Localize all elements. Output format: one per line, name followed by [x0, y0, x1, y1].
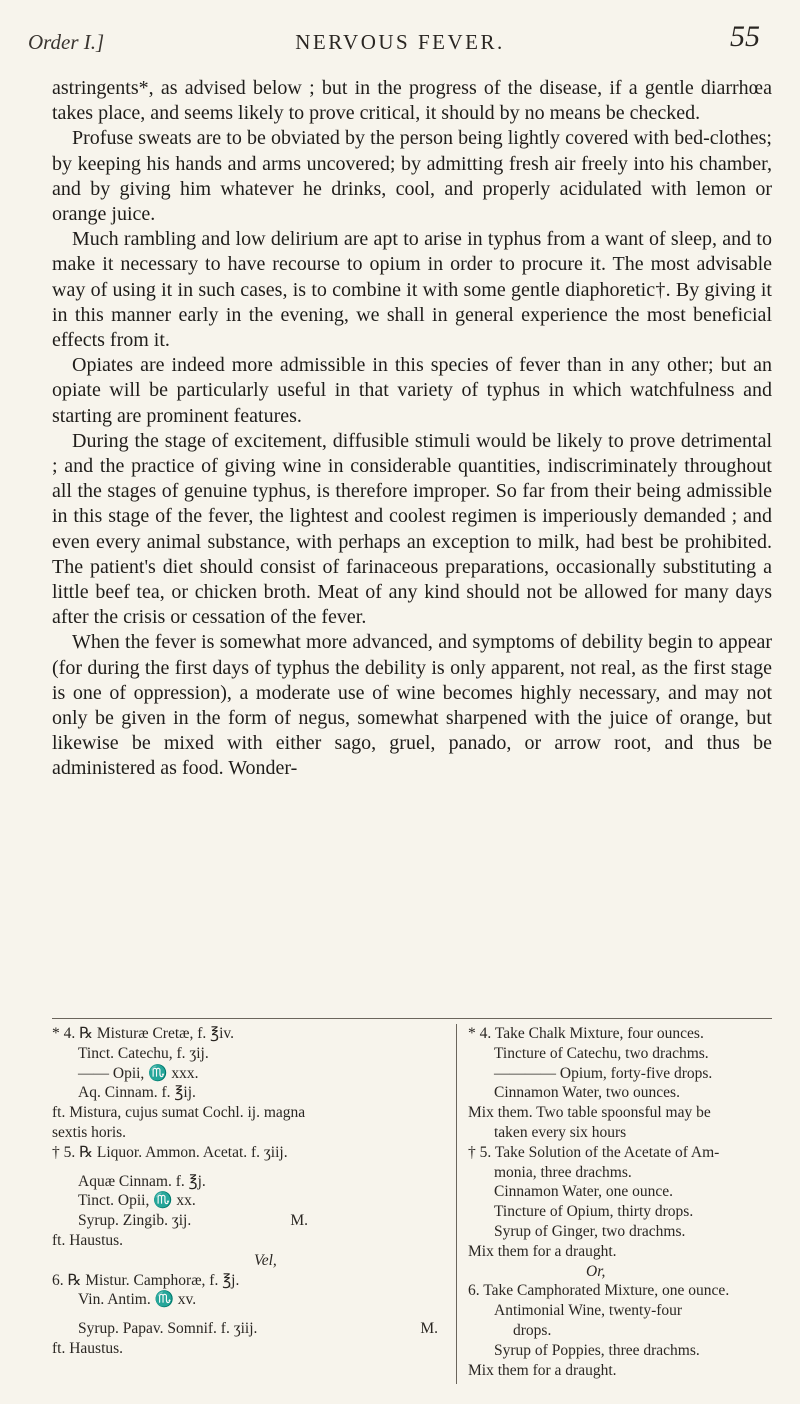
footnote-line: drops.	[513, 1321, 552, 1339]
footnote-line: † 5. ℞ Liquor. Ammon. Acetat. f. ʒiij.	[52, 1143, 288, 1161]
footnote-line: Syrup of Ginger, two drachms.	[494, 1222, 686, 1240]
footnotes-english	[468, 1024, 772, 1380]
footnote-text: Syrup. Papav. Somnif. f. ʒiij.	[78, 1320, 258, 1338]
footnote-line: Tinct. Catechu, f. ʒij.	[78, 1044, 209, 1062]
running-header	[28, 20, 772, 60]
footnote-line	[52, 1319, 438, 1339]
header-order: Order I.]	[28, 30, 105, 54]
footnote-column-divider	[456, 1024, 457, 1384]
footnote-line: Cinnamon Water, two ounces.	[494, 1084, 680, 1102]
main-text	[52, 76, 772, 782]
footnote-rule	[52, 1018, 772, 1019]
footnote-line: Tincture of Opium, thirty drops.	[494, 1203, 694, 1221]
footnote-line: Aq. Cinnam. f. ℥ij.	[78, 1084, 196, 1102]
spacer	[52, 1163, 447, 1172]
footnote-line: ft. Haustus.	[52, 1231, 124, 1249]
footnote-line: * 4. ℞ Misturæ Cretæ, f. ℥iv.	[52, 1025, 235, 1042]
footnote-line: Or,	[586, 1262, 606, 1280]
footnote-line: ft. Haustus.	[52, 1339, 124, 1357]
footnote-line: —— Opii, ♏ xxx.	[78, 1064, 199, 1082]
footnote-line: Vel,	[254, 1251, 277, 1269]
footnote-line: taken every six hours	[494, 1123, 627, 1141]
footnote-line: Mix them for a draught.	[468, 1361, 617, 1379]
footnote-line: * 4. Take Chalk Mixture, four ounces.	[468, 1025, 704, 1042]
footnote-misce: M.	[290, 1212, 308, 1230]
footnote-line: Antimonial Wine, twenty-four	[494, 1302, 683, 1320]
footnote-line: Syrup of Poppies, three drachms.	[494, 1341, 700, 1359]
footnote-text: Syrup. Zingib. ʒij.	[78, 1212, 192, 1230]
page-number: 55	[730, 20, 760, 53]
header-title: NERVOUS FEVER.	[295, 30, 505, 54]
footnote-line: Vin. Antim. ♏ xv.	[78, 1291, 197, 1309]
paragraph-sweats: Profuse sweats are to be obviated by the person being lightly covered with bed-clothes; by keeping his hands and arms uncovered; by admitting fresh air freely into his chamber, and by giving him whatever he drinks, cool, and properly acidulated with lemon or orange juice.	[52, 127, 772, 226]
footnote-line: 6. Take Camphorated Mixture, one ounce.	[468, 1282, 730, 1300]
footnote-line	[52, 1211, 308, 1231]
footnote-line: ———— Opium, forty-five drops.	[494, 1064, 713, 1082]
footnote-misce: M.	[420, 1320, 438, 1338]
spacer	[52, 1310, 447, 1319]
footnote-line: Mix them for a draught.	[468, 1242, 617, 1260]
paragraph-debility: When the fever is somewhat more advanced, and symptoms of debility begin to appear (for during the first days of typhus the debility is only apparent, not real, as the first stage is one of oppression), a moderate use of wine becomes highly necessary, and may not only be given in the form of negus, somewhat sharpened with the juice of orange, but likewise be mixed with either sago, gruel, panado, or arrow root, and thus be administered as food. Wonder-	[52, 631, 772, 780]
footnote-line: Tinct. Opii, ♏ xx.	[78, 1192, 196, 1210]
footnote-line: † 5. Take Solution of the Acetate of Am-	[468, 1143, 720, 1161]
footnote-line: 6. ℞ Mistur. Camphoræ, f. ℥j.	[52, 1271, 240, 1289]
footnote-line: Mix them. Two table spoonsful may be	[468, 1104, 711, 1122]
footnote-line: Tincture of Catechu, two drachms.	[494, 1044, 709, 1062]
paragraph-astringents: astringents*, as advised below ; but in the progress of the disease, if a gentle diarrhœa takes place, and seems likely to prove critical, it should by no means be checked.	[52, 77, 772, 125]
footnote-line: ft. Mistura, cujus sumat Cochl. ij. magna	[52, 1104, 306, 1122]
paragraph-excitement: During the stage of excitement, diffusible stimuli would be likely to prove detrimental ; and the practice of giving wine in considerable quantities, indiscriminately throughout all the stages of genuine typhus, is therefore improper. So far from their being admissible in this stage of the fever, the lightest and coolest regimen is imperiously demanded ; and even every animal substance, with perhaps an exception to milk, had best be prohibited. The patient's diet should consist of farinaceous preparations, occasionally substituting a little beef tea, or chicken broth. Meat of any kind should not be allowed for many days after the crisis or cessation of the fever.	[52, 429, 772, 629]
footnote-line: sextis horis.	[52, 1123, 127, 1141]
paragraph-delirium: Much rambling and low delirium are apt to arise in typhus from a want of sleep, and to make it necessary to have recourse to opium in order to procure it. The most advisable way of using it in such cases, is to combine it with some gentle diaphoretic†. By giving it in this manner early in the evening, we shall in general experience the most beneficial effects from it.	[52, 228, 772, 352]
footnote-line: Cinnamon Water, one ounce.	[494, 1183, 674, 1201]
footnotes-latin	[52, 1024, 447, 1359]
footnote-line: Aquæ Cinnam. f. ℥j.	[78, 1172, 206, 1190]
footnote-line: monia, three drachms.	[494, 1163, 632, 1181]
paragraph-opiates: Opiates are indeed more admissible in this species of fever than in any other; but an opiate will be particularly useful in that variety of typhus in which watchfulness and starting are prominent features.	[52, 354, 772, 427]
